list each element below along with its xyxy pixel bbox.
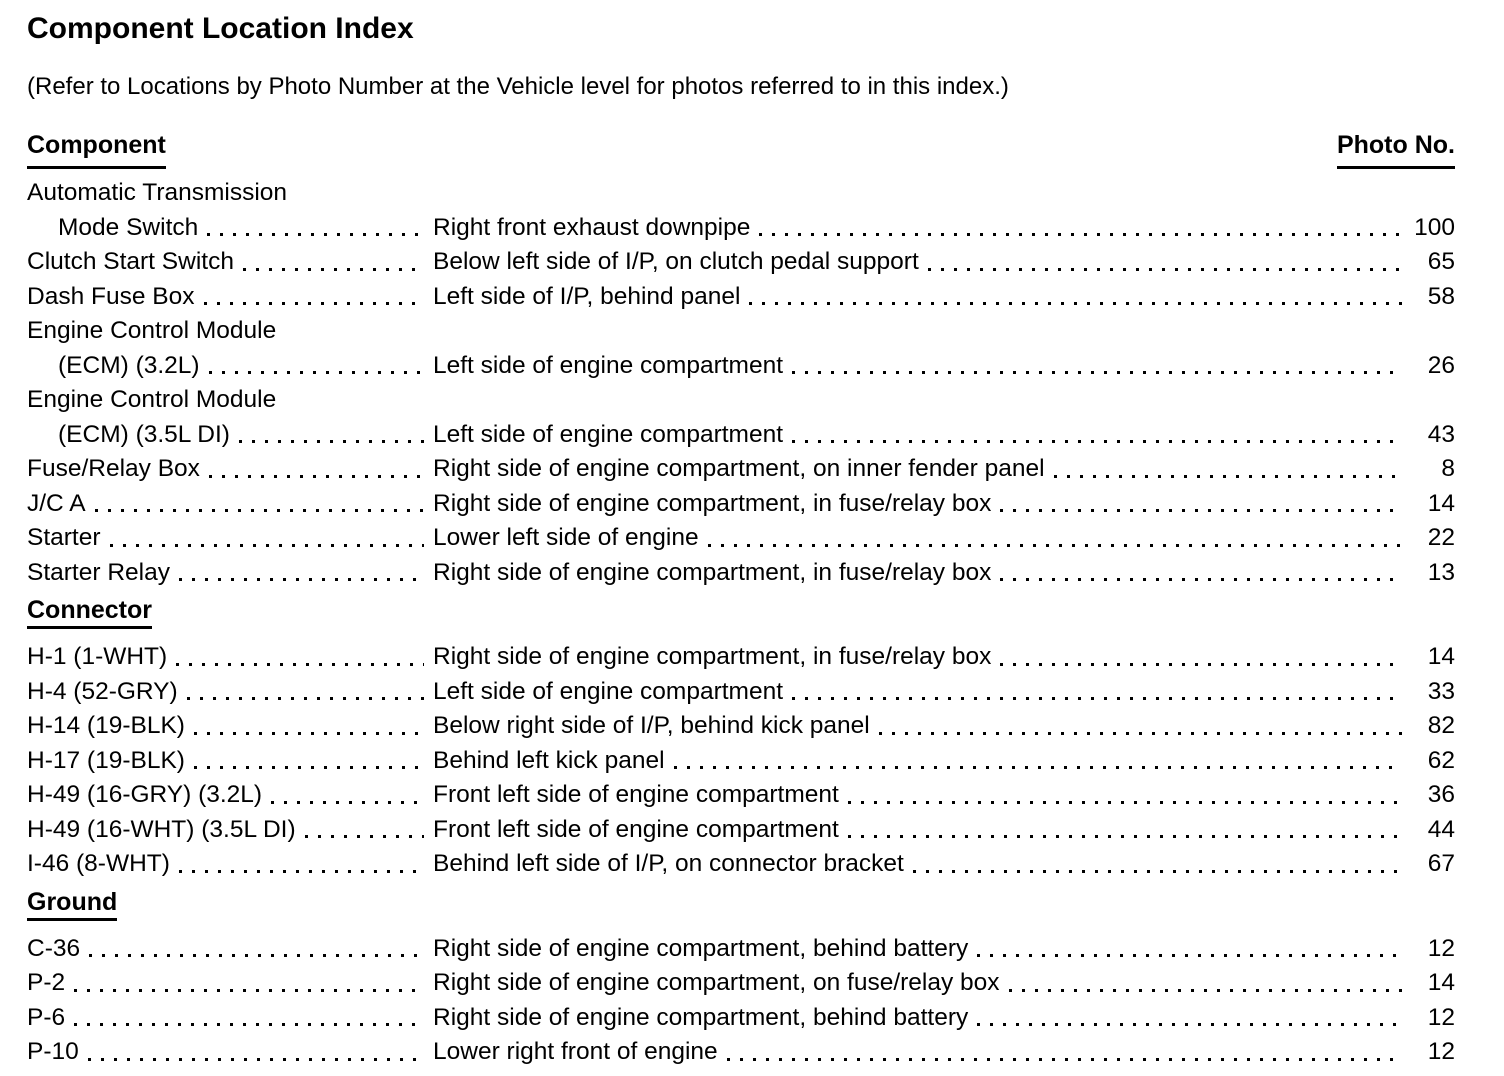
- component-cell: [27, 966, 433, 1001]
- component-name: P-6: [27, 1003, 66, 1031]
- table-row: [27, 487, 1455, 522]
- photo-number: 12: [1427, 1038, 1455, 1065]
- component-name: Starter Relay: [27, 558, 170, 586]
- dot-leader: [727, 1058, 1402, 1061]
- dot-leader: [209, 371, 424, 374]
- component-name: J/C A: [27, 489, 86, 517]
- component-cell: [27, 245, 433, 280]
- row-line: [27, 1035, 1455, 1070]
- component-cell: [27, 932, 433, 967]
- dot-leader: [1009, 989, 1402, 992]
- row-line: [27, 744, 1455, 779]
- dot-leader: [674, 766, 1402, 769]
- dot-leader: [110, 544, 424, 547]
- dot-leader: [928, 268, 1402, 271]
- component-name: P-2: [27, 969, 66, 996]
- photo-number: 36: [1427, 781, 1455, 808]
- dot-leader: [708, 544, 1402, 547]
- component-cell: [27, 744, 433, 779]
- row-line: [27, 640, 1455, 675]
- photo-number: 8: [1441, 455, 1455, 482]
- location-text: Right side of engine compartment, on inner fender panel: [433, 455, 1045, 482]
- component-cell: [27, 452, 433, 487]
- component-cell: [27, 521, 433, 556]
- component-cell: [27, 418, 433, 453]
- row-line: [27, 521, 1455, 556]
- dot-leader: [848, 801, 1402, 804]
- dot-leader: [204, 302, 425, 305]
- component-name: H-49 (16-WHT) (3.5L DI): [27, 815, 296, 843]
- table-row: [27, 1001, 1455, 1036]
- dot-leader: [179, 870, 424, 873]
- dot-leader: [977, 1023, 1402, 1026]
- component-cell: [27, 1001, 433, 1036]
- location-text: Right side of engine compartment, in fuse/relay box: [433, 489, 992, 517]
- dot-leader: [209, 475, 424, 478]
- component-cell: [27, 675, 433, 710]
- photo-number: 62: [1427, 746, 1455, 774]
- section-rows: [27, 176, 1455, 590]
- table-row: [27, 521, 1455, 556]
- photo-number: 67: [1427, 850, 1455, 877]
- location-text: Front left side of engine compartment: [433, 815, 839, 843]
- photo-number: 13: [1427, 558, 1455, 586]
- photo-number: 65: [1427, 248, 1455, 275]
- component-cell: [27, 487, 433, 522]
- dot-leader: [194, 732, 424, 735]
- index-section: [27, 598, 1455, 882]
- component-cell: [27, 556, 433, 591]
- table-row: [27, 813, 1455, 848]
- table-row: [27, 1035, 1455, 1070]
- component-cell: [27, 1035, 433, 1070]
- table-row: [27, 675, 1455, 710]
- dot-leader: [1000, 509, 1402, 512]
- location-text: Right side of engine compartment, in fuse/relay box: [433, 558, 992, 586]
- photo-number: 22: [1427, 524, 1455, 551]
- component-name: C-36: [27, 934, 81, 962]
- component-cell: [27, 280, 433, 315]
- photo-no-column-header: Photo No.: [1337, 132, 1455, 169]
- page-subtitle: (Refer to Locations by Photo Number at the Vehicle level for photos referred to in this index.): [27, 73, 1009, 100]
- section-rows: [27, 932, 1455, 1070]
- table-row: [27, 640, 1455, 675]
- page-title: Component Location Index: [27, 12, 414, 45]
- dot-leader: [194, 766, 424, 769]
- row-line: [27, 966, 1455, 1001]
- row-line: [27, 349, 1455, 384]
- dot-leader: [179, 578, 424, 581]
- component-cell: [27, 847, 433, 882]
- component-cell: [27, 778, 433, 813]
- dot-leader: [243, 268, 424, 271]
- section-rows: [27, 640, 1455, 882]
- component-name: H-4 (52-GRY): [27, 677, 178, 705]
- table-row: [27, 383, 1455, 452]
- table-row: [27, 709, 1455, 744]
- row-line: [27, 847, 1455, 882]
- location-text: Lower left side of engine: [433, 524, 699, 551]
- location-text: Left side of engine compartment: [433, 351, 784, 379]
- location-text: Below right side of I/P, behind kick panel: [433, 712, 870, 739]
- table-row: [27, 966, 1455, 1001]
- dot-leader: [1054, 475, 1402, 478]
- component-name-line1: Engine Control Module: [27, 386, 277, 413]
- row-line: [27, 418, 1455, 453]
- location-text: Right side of engine compartment, in fuse/relay box: [433, 643, 992, 670]
- component-name: Mode Switch: [58, 213, 199, 241]
- dot-leader: [792, 440, 1402, 443]
- photo-number: 82: [1427, 712, 1455, 739]
- location-text: Left side of engine compartment: [433, 677, 784, 705]
- component-name: Clutch Start Switch: [27, 248, 234, 275]
- dot-leader: [1000, 578, 1402, 581]
- location-text: Right side of engine compartment, on fuse/relay box: [433, 969, 1000, 996]
- dot-leader: [95, 509, 424, 512]
- table-column-headers: [27, 132, 1455, 169]
- photo-number: 12: [1427, 1003, 1455, 1031]
- row-line: [27, 556, 1455, 591]
- photo-number: 58: [1427, 282, 1455, 310]
- dot-leader: [305, 835, 424, 838]
- row-line: [27, 245, 1455, 280]
- location-text: Front left side of engine compartment: [433, 781, 839, 808]
- row-line: [27, 778, 1455, 813]
- dot-leader: [848, 835, 1402, 838]
- dot-leader: [176, 663, 424, 666]
- dot-leader: [759, 233, 1402, 236]
- dot-leader: [187, 697, 424, 700]
- table-row: [27, 778, 1455, 813]
- dot-leader: [239, 440, 424, 443]
- component-name: Fuse/Relay Box: [27, 455, 200, 482]
- row-line: [27, 211, 1455, 246]
- component-name: (ECM) (3.5L DI): [58, 420, 230, 448]
- component-name-line1: Engine Control Module: [27, 317, 277, 344]
- table-row: [27, 932, 1455, 967]
- row-line: [27, 675, 1455, 710]
- row-line: [27, 280, 1455, 315]
- component-cell: [27, 211, 433, 246]
- location-text: Behind left kick panel: [433, 746, 665, 774]
- photo-number: 14: [1427, 969, 1455, 996]
- dot-leader: [88, 1058, 424, 1061]
- photo-number: 43: [1427, 420, 1455, 448]
- dot-leader: [207, 233, 424, 236]
- component-column-header: Component: [27, 132, 166, 169]
- dot-leader: [879, 732, 1402, 735]
- dot-leader: [89, 954, 424, 957]
- photo-number: 44: [1427, 815, 1455, 843]
- table-row: [27, 314, 1455, 383]
- section-header: Connector: [27, 598, 152, 629]
- component-name-line1: Automatic Transmission: [27, 179, 288, 206]
- index-section: [27, 887, 1455, 1070]
- photo-number: 14: [1427, 489, 1455, 517]
- dot-leader: [1000, 663, 1402, 666]
- table-row: [27, 556, 1455, 591]
- dot-leader: [74, 1023, 424, 1026]
- dot-leader: [749, 302, 1402, 305]
- index-table: [27, 176, 1455, 1070]
- location-text: Below left side of I/P, on clutch pedal support: [433, 248, 919, 275]
- location-text: Right side of engine compartment, behind battery: [433, 934, 969, 962]
- row-line: [27, 932, 1455, 967]
- table-row: [27, 176, 1455, 245]
- component-cell: [27, 640, 433, 675]
- table-row: [27, 280, 1455, 315]
- table-row: [27, 245, 1455, 280]
- component-name: Dash Fuse Box: [27, 282, 195, 310]
- location-text: Right side of engine compartment, behind battery: [433, 1003, 969, 1031]
- location-text: Left side of I/P, behind panel: [433, 282, 741, 310]
- photo-number: 14: [1427, 643, 1455, 670]
- dot-leader: [913, 870, 1402, 873]
- table-row: [27, 744, 1455, 779]
- component-name: (ECM) (3.2L): [58, 351, 200, 379]
- component-cell: [27, 349, 433, 384]
- photo-number: 26: [1427, 351, 1455, 379]
- dot-leader: [792, 697, 1402, 700]
- component-name: H-49 (16-GRY) (3.2L): [27, 781, 263, 808]
- location-text: Behind left side of I/P, on connector bracket: [433, 850, 904, 877]
- table-row: [27, 847, 1455, 882]
- component-name: H-14 (19-BLK): [27, 712, 185, 739]
- location-text: Left side of engine compartment: [433, 420, 784, 448]
- component-name: H-1 (1-WHT): [27, 643, 168, 670]
- dot-leader: [977, 954, 1402, 957]
- row-line: [27, 452, 1455, 487]
- row-line: [27, 1001, 1455, 1036]
- location-text: Lower right front of engine: [433, 1038, 718, 1065]
- photo-number: 12: [1427, 934, 1455, 962]
- component-name: H-17 (19-BLK): [27, 746, 185, 774]
- dot-leader: [271, 801, 424, 804]
- photo-number: 33: [1427, 677, 1455, 705]
- component-cell: [27, 813, 433, 848]
- dot-leader: [74, 989, 424, 992]
- index-section: [27, 176, 1455, 590]
- component-name: Starter: [27, 524, 101, 551]
- component-cell: [27, 709, 433, 744]
- dot-leader: [792, 371, 1402, 374]
- section-header: Ground: [27, 890, 117, 921]
- component-name: I-46 (8-WHT): [27, 850, 170, 877]
- row-line: [27, 813, 1455, 848]
- row-line: [27, 709, 1455, 744]
- table-row: [27, 452, 1455, 487]
- component-name: P-10: [27, 1038, 79, 1065]
- row-line: [27, 487, 1455, 522]
- location-text: Right front exhaust downpipe: [433, 213, 751, 241]
- photo-number: 100: [1414, 213, 1455, 241]
